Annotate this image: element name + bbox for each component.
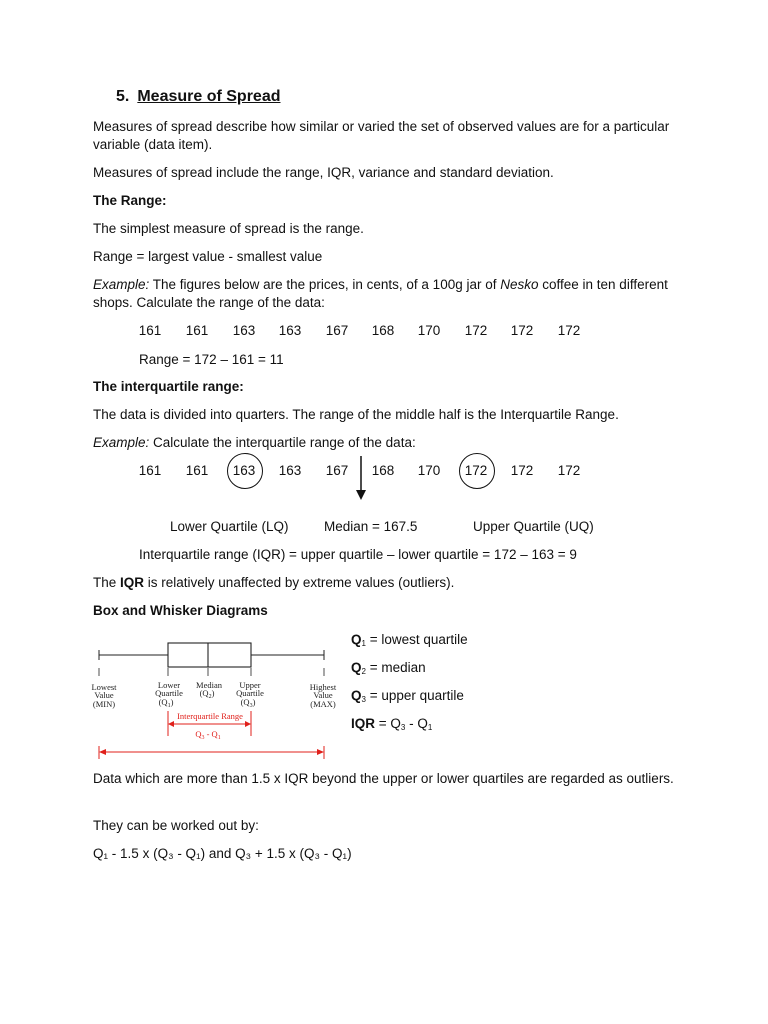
upper-label-2: Quartile [236, 688, 264, 698]
intro-paragraph-1: Measures of spread describe how similar or varied the set of observed values are for a particular variable (data item). [93, 119, 670, 152]
legend-iqr: IQR = $Q_3 - Q_1$ [351, 716, 433, 732]
range-value: 172 [510, 323, 534, 338]
lowest-label-1: Lowest [91, 682, 117, 692]
example-text: Calculate the interquartile range of the data: [149, 435, 416, 450]
iqr-value-lq: 163 [232, 463, 256, 478]
lower-label-1: Lower [157, 680, 181, 690]
legend-q2: $Q_2$ = median [351, 660, 426, 676]
lower-quartile-circle [227, 453, 263, 489]
range-value: 172 [557, 323, 581, 338]
iqr-note-b: is relatively unaffected by extreme values (outliers). [144, 575, 455, 590]
iqr-value: 161 [138, 463, 162, 478]
iqr-value: 161 [185, 463, 209, 478]
range-arrow [99, 746, 324, 759]
iqr-note [93, 574, 693, 592]
highest-label-1: Highest [309, 682, 337, 692]
outliers-paragraph: Data which are more than 1.5 x IQR beyond the upper or lower quartiles are regarded as outliers. [93, 771, 674, 786]
highest-label-2: Value [313, 690, 333, 700]
iqr-value: 172 [557, 463, 581, 478]
iqr-value: 167 [325, 463, 349, 478]
range-example [93, 276, 693, 312]
median-label: Median = 167.5 [324, 519, 418, 534]
median-label-1: Median [196, 680, 222, 690]
iqr-value: 168 [371, 463, 395, 478]
section-heading [116, 88, 281, 106]
range-value: 168 [371, 323, 395, 338]
lowest-label-3: (MIN) [92, 699, 116, 709]
lower-label-3: $(Q_1)$ [158, 697, 174, 709]
outliers-method: They can be worked out by: [93, 818, 259, 833]
highest-label-3: (MAX) [310, 699, 336, 709]
brand-name: Nesko [500, 277, 539, 292]
iqr-note-bold: IQR [120, 575, 145, 590]
iqr-value: 172 [510, 463, 534, 478]
range-value: 167 [325, 323, 349, 338]
iqr-note-a: The [93, 575, 121, 590]
iqr-text: The data is divided into quarters. The range of the middle half is the Interquartile Range. [93, 407, 619, 422]
iqr-bracket-formula: $Q_3 - Q_1$ [195, 729, 221, 741]
outliers-formula: Q₁ - 1.5 x (Q₃ - Q₁) and Q₃ + 1.5 x (Q₃ - Q₁) [93, 846, 352, 861]
median-arrow-icon [352, 454, 372, 502]
iqr-bracket-label: Interquartile Range [177, 711, 243, 721]
section-title: Measure of Spread [137, 88, 281, 105]
upper-label-1: Upper [239, 680, 261, 690]
iqr-example [93, 434, 693, 452]
range-heading: The Range: [93, 193, 167, 208]
section-number: 5. [116, 88, 130, 105]
iqr-value-uq: 172 [464, 463, 488, 478]
iqr-formula: Interquartile range (IQR) = upper quartile – lower quartile = 172 – 163 = 9 [139, 547, 577, 562]
iqr-value: 163 [278, 463, 302, 478]
box-heading: Box and Whisker Diagrams [93, 603, 268, 618]
range-result: Range = 172 – 161 = 11 [139, 352, 284, 367]
iqr-heading: The interquartile range: [93, 379, 244, 394]
legend-q1: $Q_1$ = lowest quartile [351, 632, 468, 648]
box-whisker-diagram [85, 630, 340, 770]
example-text-b: coffee in ten different shops. Calculate the range of the data: [93, 277, 668, 310]
range-value: 161 [138, 323, 162, 338]
box-rect [168, 643, 251, 667]
range-value: 161 [185, 323, 209, 338]
example-text-a: The figures below are the prices, in cents, of a 100g jar of [149, 277, 501, 292]
example-label: Example: [93, 277, 150, 292]
iqr-value: 170 [417, 463, 441, 478]
range-value: 163 [278, 323, 302, 338]
range-value: 163 [232, 323, 256, 338]
range-text: The simplest measure of spread is the range. [93, 221, 364, 236]
upper-label-3: $(Q_3)$ [240, 697, 256, 709]
lower-label-2: Quartile [155, 688, 183, 698]
legend-q3: $Q_3$ = upper quartile [351, 688, 464, 704]
upper-quartile-circle [459, 453, 495, 489]
median-label-2: $(Q_2)$ [199, 688, 215, 700]
intro-paragraph-2: Measures of spread include the range, IQR, variance and standard deviation. [93, 165, 554, 180]
range-value: 172 [464, 323, 488, 338]
lower-quartile-label: Lower Quartile (LQ) [170, 519, 289, 534]
example-label: Example: [93, 435, 150, 450]
upper-quartile-label: Upper Quartile (UQ) [473, 519, 594, 534]
lowest-label-2: Value [94, 690, 114, 700]
range-formula: Range = largest value - smallest value [93, 249, 323, 264]
range-value: 170 [417, 323, 441, 338]
